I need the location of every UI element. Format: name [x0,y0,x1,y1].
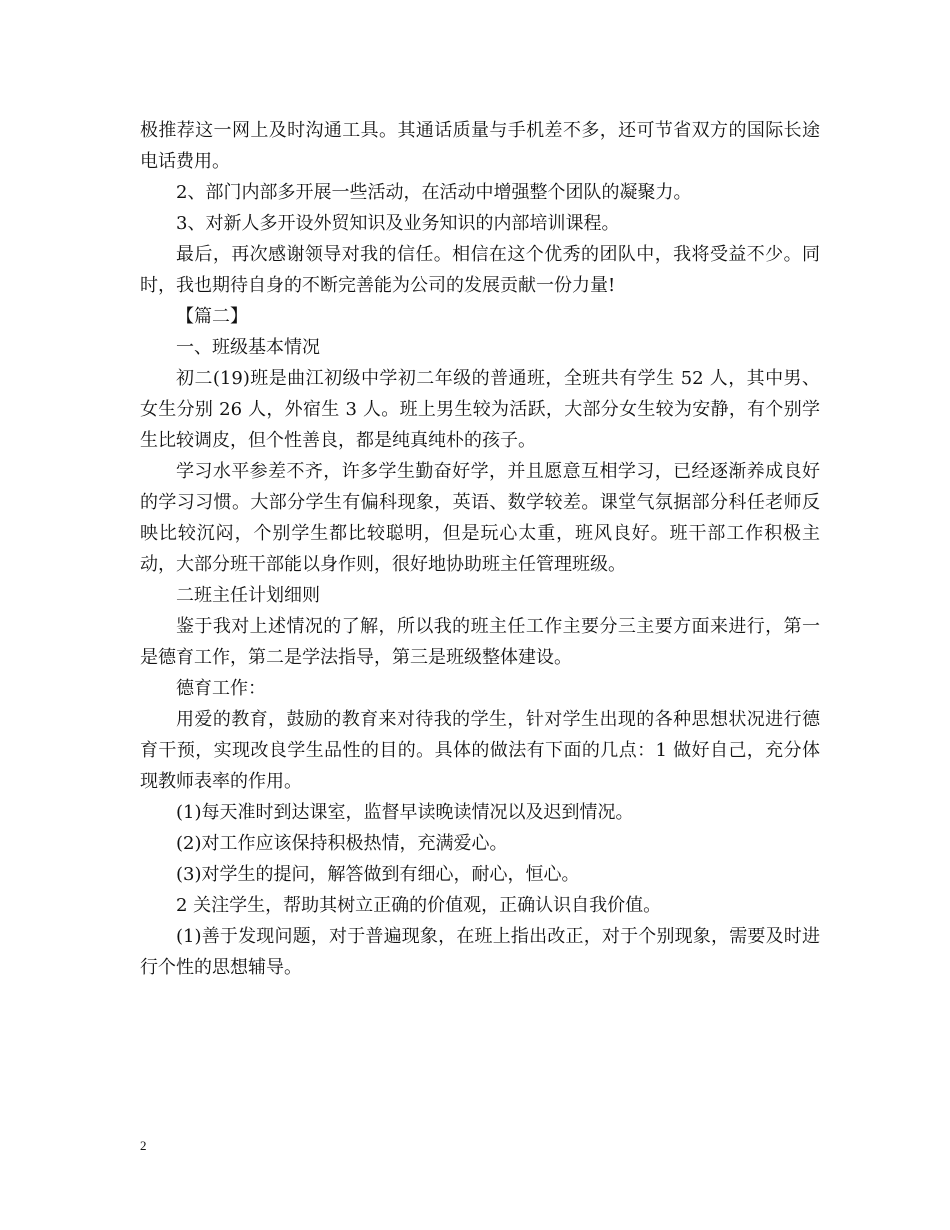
paragraph: 3、对新人多开设外贸知识及业务知识的内部培训课程。 [176,213,620,234]
list-item: (1)每天准时到达课室，监督早读晚读情况以及迟到情况。 [176,802,634,823]
document-body [140,115,820,983]
list-item: (1)善于发现问题，对于普遍现象，在班上指出改正，对于个别现象，需要及时进行个性的思想辅导。 [140,926,820,978]
subsection-heading: 德育工作： [176,678,266,699]
paragraph: 初二(19)班是曲江初级中学初二年级的普通班，全班共有学生 52 人，其中男、女生分别 26 人，外宿生 3 人。班上男生较为活跃，大部分女生较为安静，有个别学生比较调皮，但个性善良，都是纯真纯朴的孩子。 [140,368,820,451]
paragraph: 用爱的教育，鼓励的教育来对待我的学生，针对学生出现的各种思想状况进行德育干预，实现改良学生品性的目的。具体的做法有下面的几点：1 做好自己，充分体现教师表率的作用。 [140,709,820,792]
paragraph: 2 关注学生，帮助其树立正确的价值观，正确认识自我价值。 [176,895,662,916]
section-heading: 一、班级基本情况 [176,337,320,358]
paragraph: 极推荐这一网上及时沟通工具。其通话质量与手机差不多，还可节省双方的国际长途电话费用。 [140,120,820,172]
page-number: 2 [140,1138,147,1153]
list-item: (3)对学生的提问，解答做到有细心，耐心，恒心。 [176,864,580,885]
section-heading: 【篇二】 [176,306,248,327]
paragraph: 鉴于我对上述情况的了解，所以我的班主任工作主要分三主要方面来进行，第一是德育工作，第二是学法指导，第三是班级整体建设。 [140,616,820,668]
paragraph: 学习水平参差不齐，许多学生勤奋好学，并且愿意互相学习，已经逐渐养成良好的学习习惯。大部分学生有偏科现象，英语、数学较差。课堂气氛据部分科任老师反映比较沉闷，个别学生都比较聪明，但是玩心太重，班风良好。班干部工作积极主动，大部分班干部能以身作则，很好地协助班主任管理班级。 [140,461,820,575]
paragraph: 2、部门内部多开展一些活动，在活动中增强整个团队的凝聚力。 [176,182,692,203]
section-heading: 二班主任计划细则 [176,585,320,606]
paragraph: 最后，再次感谢领导对我的信任。相信在这个优秀的团队中，我将受益不少。同时，我也期待自身的不断完善能为公司的发展贡献一份力量! [140,244,820,296]
list-item: (2)对工作应该保持积极热情，充满爱心。 [176,833,508,854]
